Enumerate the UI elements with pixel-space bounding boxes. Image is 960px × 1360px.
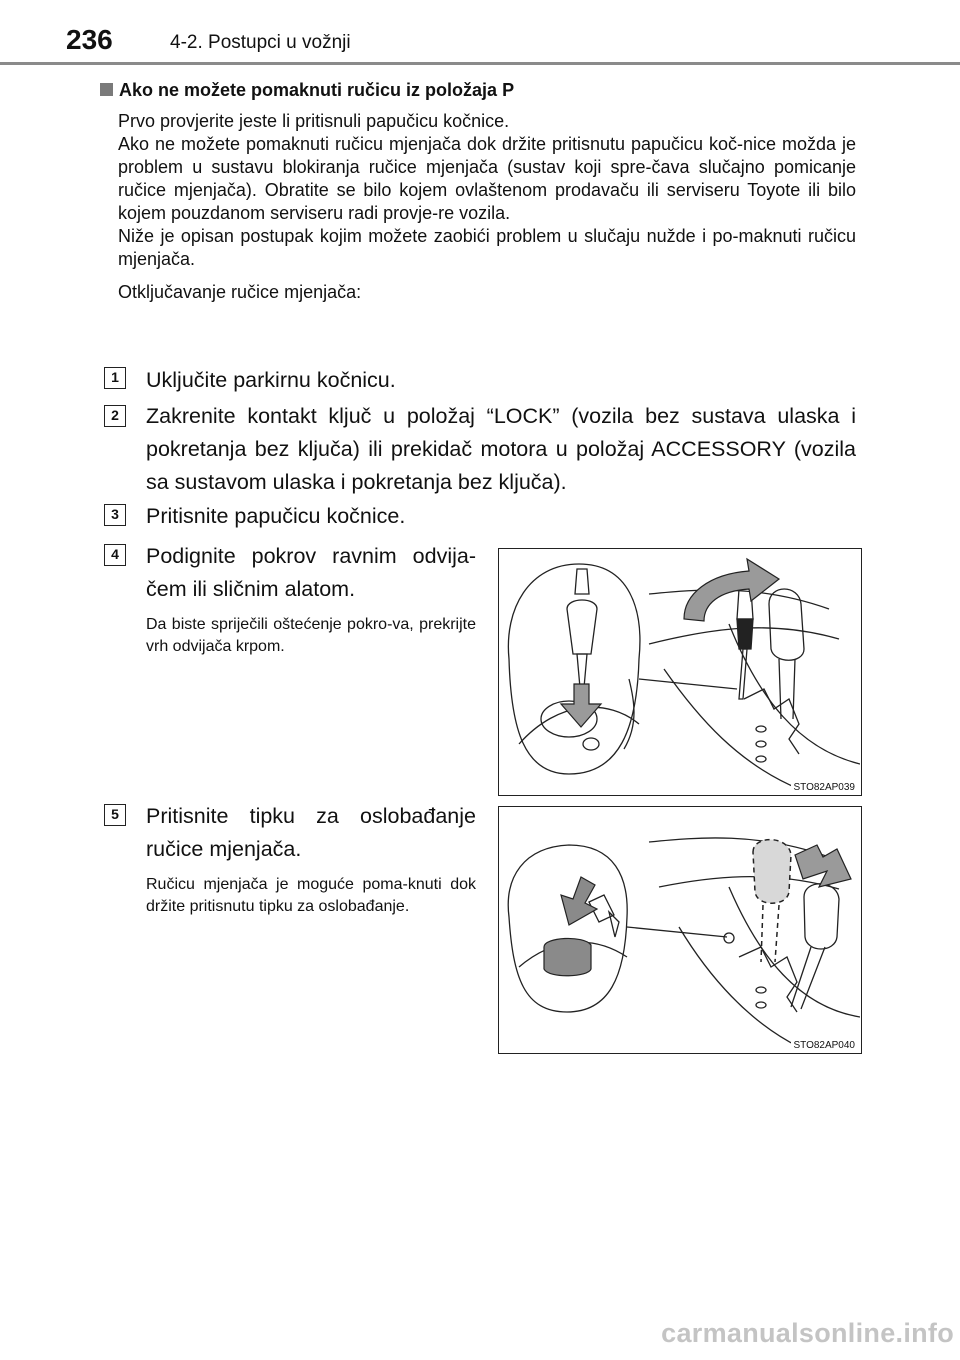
intro-paragraph: Prvo provjerite jeste li pritisnuli papučicu kočnice.	[118, 111, 510, 131]
watermark-text: carmanualsonline.info	[661, 1318, 954, 1348]
step-number-box: 5	[104, 804, 126, 826]
step-text: Uključite parkirnu kočnicu.	[146, 368, 396, 392]
figure-code: STO82AP039	[793, 782, 855, 793]
intro-paragraph: Ako ne možete pomaknuti ručicu mjenjača dok držite pritisnutu papučicu koč-nice možda je problem u sustavu blokiranja ručice mjenjača (sustav koji spre-čava slučajno pomicanje ručice mjenjača). Obratite se bilo kojem ovlaštenom prodavaču ili serviseru Toyote ili bilo kojem pouzdanom serviseru radi provje-re vozila.	[118, 134, 856, 223]
intro-paragraph: Niže je opisan postupak kojim možete zaobići problem u slučaju nužde i po-maknuti ručicu mjenjača.	[118, 226, 856, 269]
shift-release-illustration	[499, 807, 860, 1052]
step-number-box: 4	[104, 544, 126, 566]
chapter-title: 4-2. Postupci u vožnji	[170, 32, 351, 53]
header-divider	[0, 62, 960, 65]
intro-text	[118, 110, 856, 304]
section-heading-text: Ako ne možete pomaknuti ručicu iz položaja P	[119, 80, 515, 100]
step-number-box: 3	[104, 504, 126, 526]
figure-release-button	[498, 806, 862, 1054]
square-bullet-icon	[100, 83, 113, 96]
step-number-box: 1	[104, 367, 126, 389]
step-text: Pritisnite papučicu kočnice.	[146, 504, 406, 528]
shift-lock-cover-illustration	[499, 549, 860, 794]
step-text: Podignite pokrov ravnim odvija-čem ili sličnim alatom.	[146, 544, 476, 601]
step-text: Zakrenite kontakt ključ u položaj “LOCK” (vozila bez sustava ulaska i pokretanja bez ključa) ili prekidač motora u položaj ACCESSORY (vozila sa sustavom ulaska i pokretanja bez ključa).	[146, 404, 856, 494]
intro-paragraph: Otključavanje ručice mjenjača:	[118, 282, 362, 302]
step-note: Ručicu mjenjača je moguće poma-knuti dok držite pritisnutu tipku za oslobađanje.	[146, 876, 476, 915]
step-note: Da biste spriječili oštećenje pokro-va, prekrijte vrh odvijača krpom.	[146, 616, 476, 655]
figure-code: STO82AP040	[793, 1040, 855, 1051]
step-number-box: 2	[104, 405, 126, 427]
figure-screwdriver-cover	[498, 548, 862, 796]
page-number: 236	[66, 24, 113, 55]
section-heading	[100, 80, 514, 101]
step-text: Pritisnite tipku za oslobađanje ručice mjenjača.	[146, 804, 476, 861]
